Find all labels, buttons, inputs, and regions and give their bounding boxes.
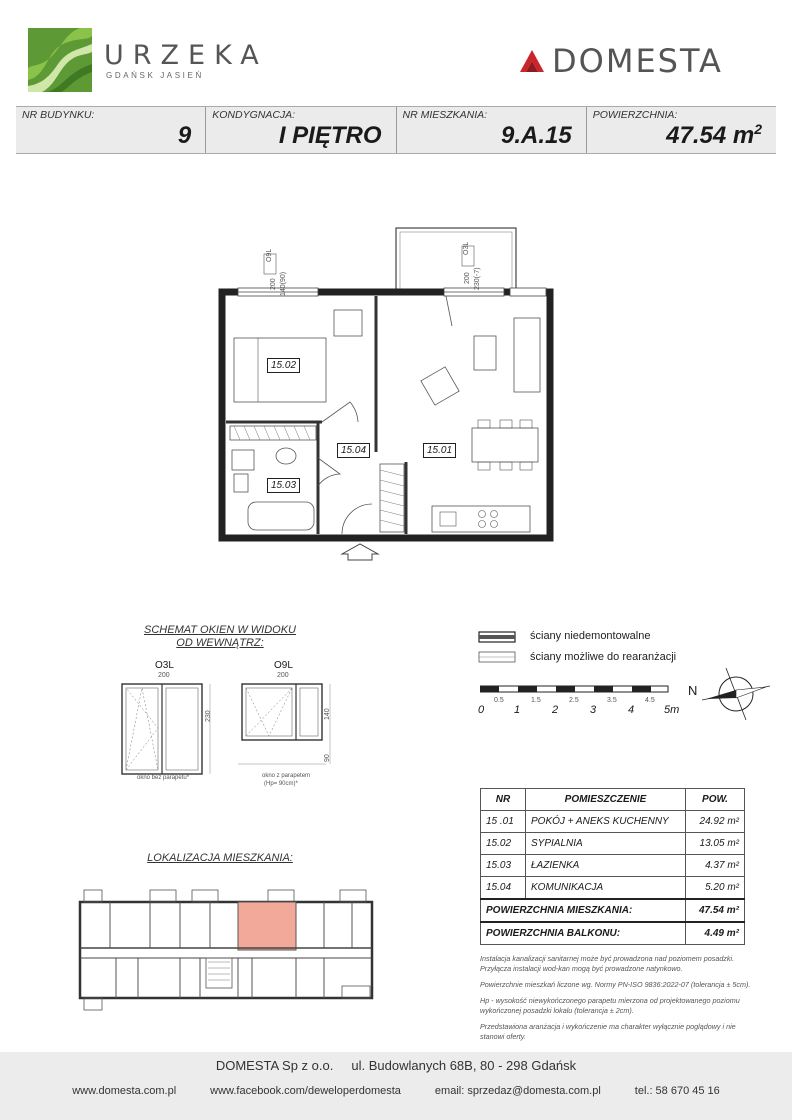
floor-plan xyxy=(200,222,570,562)
note-sanitary: Instalacja kanalizacji sanitarnej może być prowadzona nad poziomem posadzki. Przyłącza instalacji wod-kan mogą być prowadzone natynkowo. xyxy=(480,954,735,973)
row-name: SYPIALNIA xyxy=(526,833,686,855)
area-value xyxy=(666,121,762,150)
footer-company: DOMESTA Sp z o.o. ul. Budowlanych 68B, 80 - 298 Gdańsk xyxy=(215,1058,577,1073)
apartment-number-cell xyxy=(397,107,587,153)
domesta-logo-icon xyxy=(518,48,546,74)
o9l-note-2: (Hp= 90cm)* xyxy=(264,781,298,787)
table-row xyxy=(481,855,745,877)
row-area: 24.92 m² xyxy=(686,811,745,833)
row-nr: 15.02 xyxy=(481,833,526,855)
o9l-window-drawing xyxy=(238,680,336,766)
brand-subtitle: GDAŃSK JASIEŃ xyxy=(106,71,204,80)
legend-item-structural: ściany niedemontowalne xyxy=(530,630,651,642)
o9l-width: 200 xyxy=(277,672,289,679)
balcony-area-value: 4.49 m² xyxy=(686,922,745,945)
o9l-height-bottom: 90 xyxy=(324,754,331,762)
o3l-tag-label: O3L xyxy=(463,241,470,255)
balcony-area-row xyxy=(481,922,745,945)
location-title: LOKALIZACJA MIESZKANIA: xyxy=(147,852,293,864)
floor-cell xyxy=(206,107,396,153)
rooms-table xyxy=(480,788,745,945)
legend-swatches xyxy=(478,630,518,664)
table-header-area: POW. xyxy=(686,789,745,811)
o3l-width-dim: 200 xyxy=(464,272,471,284)
row-nr: 15.03 xyxy=(481,855,526,877)
total-area-label: POWIERZCHNIA MIESZKANIA: xyxy=(481,899,686,922)
o3l-name: O3L xyxy=(155,660,174,671)
urzeka-logo-icon xyxy=(28,28,92,92)
note-norm: Powierzchnie mieszkań liczone wg. Normy PN-ISO 9836:2022-07 (tolerancja ± 5cm). xyxy=(480,980,751,989)
scale-major-5m: 5m xyxy=(664,704,680,716)
table-header-row xyxy=(481,789,745,811)
o3l-height-dim: 230(-7) xyxy=(474,267,481,290)
area-cell xyxy=(587,107,776,153)
developer-name: DOMESTA xyxy=(552,42,723,80)
scale-minor-3-5: 3.5 xyxy=(607,697,617,704)
area-value-number: 47.54 m xyxy=(666,122,755,149)
row-area: 5.20 m² xyxy=(686,877,745,900)
table-header-nr: NR xyxy=(481,789,526,811)
scale-minor-0-5: 0.5 xyxy=(494,697,504,704)
row-name: KOMUNIKACJA xyxy=(526,877,686,900)
scale-bar xyxy=(480,684,670,696)
row-area: 4.37 m² xyxy=(686,855,745,877)
footer-email-link[interactable]: email: sprzedaz@domesta.com.pl xyxy=(434,1085,601,1097)
scale-major-2: 2 xyxy=(552,704,559,716)
row-nr: 15 .01 xyxy=(481,811,526,833)
o3l-window-drawing xyxy=(118,680,216,780)
o9l-name: O9L xyxy=(274,660,293,671)
scale-major-1: 1 xyxy=(514,704,521,716)
north-label: N xyxy=(688,683,698,698)
floor-label: KONDYGNACJA: xyxy=(212,109,296,121)
o3l-note: okno bez parapetu* xyxy=(137,775,190,781)
note-disclaimer: Przedstawiona aranżacja i wykończenie ma charakter wyłącznie poglądowy i nie stanowi oferty. xyxy=(480,1022,736,1041)
row-name: POKÓJ + ANEKS KUCHENNY xyxy=(526,811,686,833)
building-number-value: 9 xyxy=(177,122,192,149)
area-unit-exponent: 2 xyxy=(754,121,762,137)
o9l-width-dim: 200 xyxy=(270,278,277,290)
room-label-15-04: 15.04 xyxy=(337,443,370,458)
o9l-height-dim: 140(90) xyxy=(280,271,287,296)
footer-links xyxy=(0,1085,792,1097)
legend-item-removable: ściany możliwe do rearanżacji xyxy=(530,651,677,663)
building-number-cell xyxy=(16,107,206,153)
total-area-row xyxy=(481,899,745,922)
table-row xyxy=(481,811,745,833)
room-label-15-02: 15.02 xyxy=(267,358,300,373)
o3l-height: 230 xyxy=(205,710,212,722)
building-location-plan xyxy=(76,886,376,1016)
row-nr: 15.04 xyxy=(481,877,526,900)
o9l-height-top: 140 xyxy=(324,708,331,720)
footer-facebook-link[interactable]: www.facebook.com/deweloperdomesta xyxy=(210,1085,401,1097)
table-row xyxy=(481,877,745,900)
window-schema-title-2: OD WEWNĄTRZ: xyxy=(176,637,264,649)
brand-name: URZEKA xyxy=(104,40,268,71)
table-row xyxy=(481,833,745,855)
floor-value: I PIĘTRO xyxy=(278,122,382,149)
scale-major-0: 0 xyxy=(478,704,485,716)
apartment-number-value: 9.A.15 xyxy=(501,122,572,149)
table-header-room: POMIESZCZENIE xyxy=(526,789,686,811)
balcony-area-label: POWIERZCHNIA BALKONU: xyxy=(481,922,686,945)
area-label: POWIERZCHNIA: xyxy=(592,109,678,121)
o9l-note-1: okno z parapetem xyxy=(262,773,311,779)
scale-major-3: 3 xyxy=(590,704,597,716)
scale-minor-1-5: 1.5 xyxy=(531,697,541,704)
row-name: ŁAZIENKA xyxy=(526,855,686,877)
scale-major-4: 4 xyxy=(628,704,635,716)
apartment-number-label: NR MIESZKANIA: xyxy=(402,109,488,121)
row-area: 13.05 m² xyxy=(686,833,745,855)
footer-phone: tel.: 58 670 45 16 xyxy=(634,1085,720,1097)
room-label-15-03: 15.03 xyxy=(267,478,300,493)
apartment-info-bar xyxy=(16,106,776,154)
notes xyxy=(480,954,760,1048)
window-schema-title-1: SCHEMAT OKIEN W WIDOKU xyxy=(144,624,296,636)
footer-website-link[interactable]: www.domesta.com.pl xyxy=(72,1085,177,1097)
o9l-tag-label: O9L xyxy=(266,248,273,262)
note-sill-height: Hp - wysokość niewykończonego parapetu mierzona od projektowanego poziomu wykończonej posadzki lokalu (tolerancja ± 2cm). xyxy=(480,996,740,1015)
o3l-width: 200 xyxy=(158,672,170,679)
room-label-15-01: 15.01 xyxy=(423,443,456,458)
compass-icon xyxy=(702,664,772,724)
scale-minor-4-5: 4.5 xyxy=(645,697,655,704)
scale-minor-2-5: 2.5 xyxy=(569,697,579,704)
building-number-label: NR BUDYNKU: xyxy=(22,109,95,121)
total-area-value: 47.54 m² xyxy=(686,899,745,922)
